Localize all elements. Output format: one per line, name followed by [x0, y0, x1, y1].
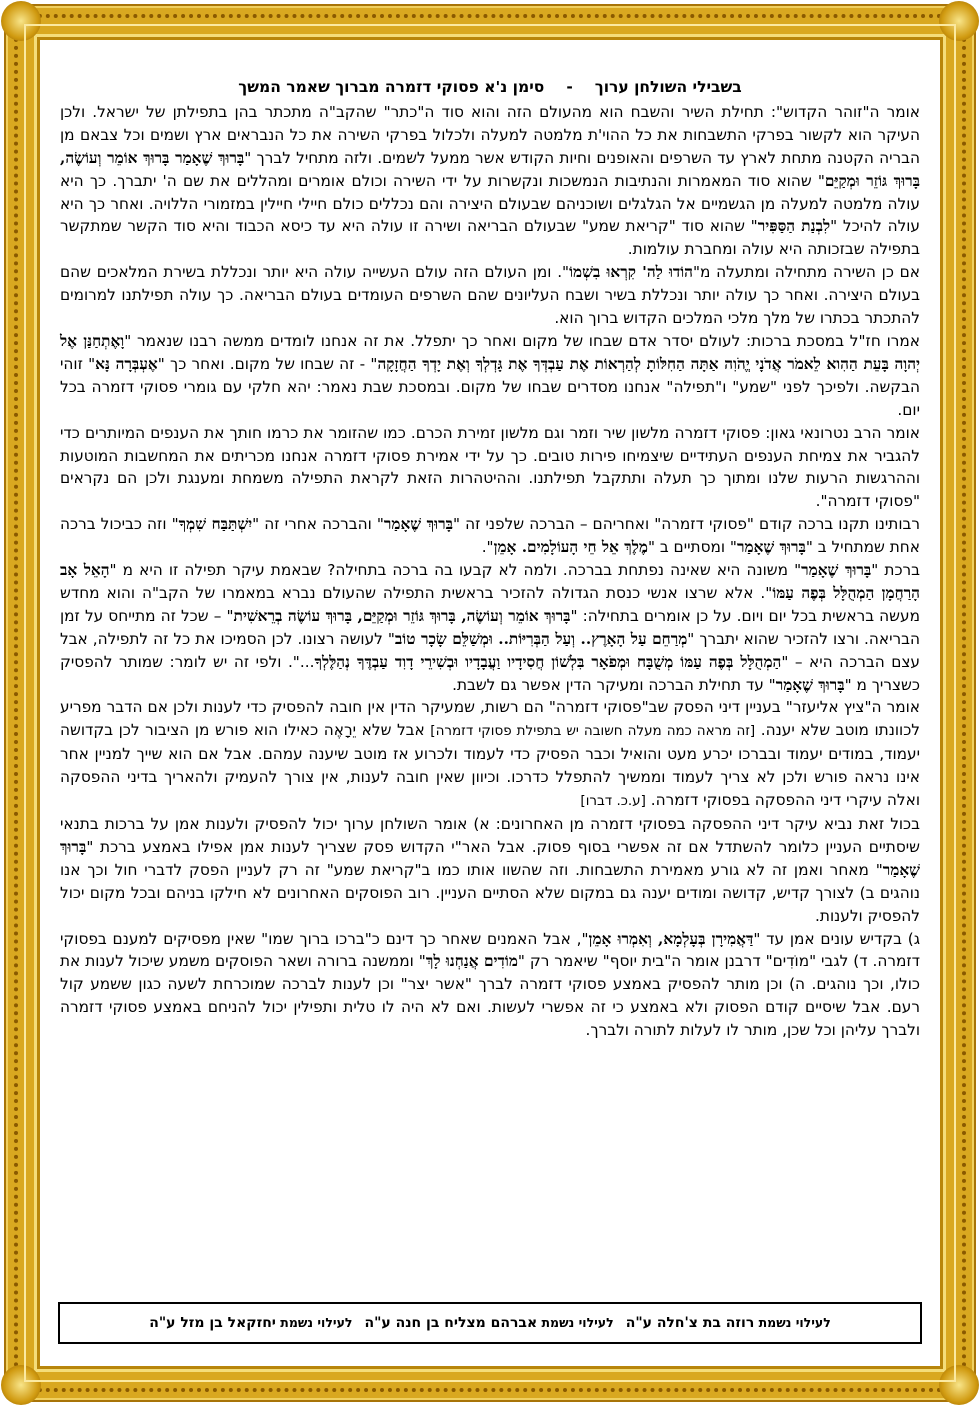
quoted-prayer-text: וָאֶתְחַנַּן אֶל יְהוָה בָּעֵת הַהִוא לֵאמֹר אֲדֹנָי יֱהֹוִה אַתָּה הַחִלּוֹתָ לְהַרְאוֹת אֶת עַבְדְּךָ אֶת גָּדְלְךָ וְאֶת יָדְךָ הַחֲזָקָה [60, 331, 921, 373]
paragraph [60, 101, 920, 261]
body-text: אבל שלא יֵרָאֶה כאילו הוא פורש מן הציבור לכן בקדושה יעמוד, במודים יעמוד ובברכו יכרע מעט והואיל וכבר הפסיק כדי לעמוד ולכרוע אז מוטב שיענה עמהם. אבל אם הוא שייך למניין אחר אינו נראה פורש ולכן לא צריך לעמוד וממשיך להתפלל כדרכו. וכיוון שאין חובה לענות, אין צורך להעמיק ולהאריך בדיני ההפסקה ואלה עיקרי דיני ההפסקה בפסוקי דזמרה. [60, 721, 920, 810]
paragraph [60, 696, 920, 813]
quoted-prayer-text: מְרַחֵם עַל הָאָרֶץ.. וְעַל הַבְּרִיּוֹת.. וּמְשַׁלֵּם שָׂכָר טוֹב [394, 629, 688, 648]
quoted-prayer-text: מוֹדִים אֲנַחְנוּ לָךְ [425, 952, 518, 971]
dedication-box [58, 1302, 922, 1344]
bracket-note: [זה מראה כמה מעלה חשובה יש בתפילת פסוקי דזמרה] [430, 723, 756, 740]
body-text: " מאחר ואמן זה לא גורע מאמירת התשבחות. וזה שהשוו אותו כמו ב"קריאת שמע" זה רק לעניין הפסק לדברי חול וכך אנו נוהגים ב) לצורך קדיש, קדושה ומודים יענה גם במקום שלא הסתיים העניין. רוב הפוסקים האחרונים לא חילקו בניהם ובכל מקום יכול להפסיק ולענות. [60, 860, 920, 925]
body-text: ". אלא שרצו אנשי כנסת הגדולה להזכיר בראשית התפילה שהעולם נברא במאמרו של הקב"ה והוא מחדש מעשה בראשית בכל יום ויום. על כן אומרים בתחילה: " [60, 583, 920, 625]
body-text: " לעושה רצונו. לכן הסמיכו את כל זה לתפילה, אבל עצם הברכה היא – " [60, 629, 920, 671]
paragraph [60, 513, 920, 559]
quoted-prayer-text: דַּאֲמִירָן בְּעָלְמָא, וְאִמְרוּ אָמֵן [588, 929, 754, 948]
body-text: " והברכה אחרי זה " [252, 515, 384, 534]
bracket-note: [ע.כ. דברו] [580, 793, 646, 810]
body-text: " - זה שבחו של מקום. ואחר כך " [157, 354, 378, 373]
section-title: סימן נ'א פסוקי דזמרה מברוך שאמר המשך [238, 78, 545, 96]
quoted-prayer-text: בָּרוּךְ שֶׁאָמַר [736, 538, 806, 557]
quoted-prayer-text: מֶלֶךְ אֵל חֵי הָעוֹלָמִים. אָמֵן [493, 538, 648, 557]
paragraphs-container [60, 101, 920, 1042]
quoted-prayer-text: בָּרוּךְ שֶׁאָמַר [60, 837, 920, 879]
document-body [60, 76, 920, 1042]
body-text: אומר ה"זוהר הקדוש": תחילת השיר והשבח הוא מהעולם הזה והוא סוד ה"כתר" שהקב"ה מתכתר בהן בתפילתן של ישראל. ולכן העיקר הוא לקשור בפרקי התשבחות את כל ההוי'ת מלמטה למעלה ולכלול בפרקי השירה את כל הנבראים ארץ ושמים וכל צבאם מן הבריה הקטנה מתחת לארץ עד השרפים והאופנים וחיות הקודש אשר ממעל לשמים. ולזה מתחיל לברך " [60, 102, 921, 167]
body-text: " ומסתיים ב " [647, 538, 737, 557]
quoted-prayer-text: יִשְׁתַּבַּח שִׁמְךָ [178, 515, 253, 534]
series-title: בשבילי השולחן ערוך [594, 78, 742, 96]
body-text: אמרו חז"ל במסכת ברכות: לעולם יסדר אדם שבחו של מקום ואחר כך יתפלל. את זה אנחנו לומדים ממשה רבנו שנאמר " [124, 331, 920, 350]
frame-corner-ornament [939, 1, 979, 41]
body-text: ברכת " [871, 561, 921, 580]
paragraph [60, 330, 920, 422]
quoted-prayer-text: הוֹדוּ לַה' קִרְאוּ בִשְׁמוֹ [569, 263, 693, 282]
body-text: " משונה היא שאינה נפתחת בברכה. ולמה לא קבעו בה ברכה בתחילה? שבאמת עיקר תפילה זו היא מ " [109, 561, 802, 580]
body-text: " וזה כביכול ברכה אחת שמתחיל ב " [60, 515, 920, 557]
body-text: אומר ה"ציץ אליעזר" בעניין דיני הפסק שב"פסוקי דזמרה" הם רשות, שמעיקר הדין אין חובה להפסיק כדי לענות ולכן אם הדבר מפריע לכוונתו מוטב שלא יענה. [60, 698, 920, 740]
body-text: " שהוא סוד המאמרות והנתיבות הנמשכות ונקשרות על ידי השירה וכולם אומרים ומהללים את שם ה' יתברך. כך היא עולה מלמטה למעלה מן הגשמיים אל הגלגלים ושוכניהם שבעולם היצירה והם נכללים כולם חיילי חיילין במזמורי הללויה. ואחר כך היא עולה להיכל " [60, 171, 921, 236]
page-title [60, 76, 920, 99]
title-separator: - [566, 78, 573, 96]
paragraph [60, 422, 920, 514]
paragraph [60, 928, 920, 1043]
quoted-prayer-text: הַמְהֻלָּל בְּפֶה עַמּוֹ מְשֻׁבָּח וּמְפֹאָר בִּלְשׁוֹן חֲסִידָיו וַעֲבָדָיו וּבְשִׁירֵי דָוִד עַבְדֶּךָ נְהַלֶּלְךָ [314, 652, 782, 671]
quoted-prayer-text: אֶעְבְּרָה נָּא [95, 354, 158, 373]
frame-corner-ornament [939, 1365, 979, 1405]
body-text: אם כן השירה מתחילה ומתעלה מ" [692, 263, 921, 282]
quoted-prayer-text: לִבְנַת הַסַּפִּיר [757, 217, 831, 236]
body-text: ...". ולפי זה יש לומר: שמותר להפסיק כשצריך מ " [60, 652, 920, 694]
body-text: אומר הרב נטרונאי גאון: פסוקי דזמרה מלשון שיר וזמר וגם מלשון זמירת הכרם. כמו שהזומר את כרמו חותך את הענפים המיותרים כדי להגביר את צמיחת הענפים העתידיים שיצמיחו פירות טובים. כך על ידי אמירת פסוקי דזמרה אנחנו מכריתים את המחשבות המוטעות וההרגשות הרעות שלנו ומתוך כך תעלה ותתקבל תפילתנו. וההיטהרות הזאת לקראת התפילה משמחת ומענגת ולכן הם נקראים "פסוקי דזמרה". [60, 423, 920, 511]
quoted-prayer-text: בָּרוּךְ שֶׁאָמַר [801, 561, 872, 580]
quoted-prayer-text: בָּרוּךְ שֶׁאָמַר [383, 515, 453, 534]
body-text: ", אבל האמנים שאחר כך דינם כ"ברכו ברוך שמו" שאין מפסיקים למענם בפסוקי דזמרה. ד) לגבי "מוֹדִים" דרבנן אומר ה"בית יוסף" שיאמר רק " [60, 929, 921, 971]
dedication-2: לעילוי נשמת אברהם מצליח בן חנה ע"ה [364, 1315, 614, 1331]
paragraph [60, 261, 920, 330]
frame-corner-ornament [1, 1, 41, 41]
dedication-1: לעילוי נשמת רוזה בת צ'חלה ע"ה [625, 1315, 831, 1331]
body-text: " עד תחילת הברכה ומעיקר הדין אפשר גם לשבת. [452, 675, 776, 694]
paragraph [60, 813, 920, 928]
body-text: בכול זאת נביא עיקר דיני ההפסקה בפסוקי דזמרה מן האחרונים: א) אומר השולחן ערוך יכול להפסיק ולענות אמן על ברכות בתנאי שיסתיים העניין כלומר להשתדל אם זה אפשרי בסוף פסוק. אבל האר"י הקדוש פסק שצריך לענות אמן אפילו באמצע ברכת " [60, 815, 920, 856]
body-text: " זוהי הבקשה. ולפיכך לפני "שמע" ו"תפילה" אנחנו מסדרים שבחו של מקום. ובמסכת שבת נאמר: יהא חלקי עם גומרי פסוקי דזמרה בכל יום. [60, 354, 920, 419]
body-text: " שהוא סוד "קריאת שמע" שבעולם הבריאה ושירה זו עולה היא עד כיסא הכבוד והיא סוד הקשר שמתקשר בתפילה שבזכותה היא עולה ומחברת עולמות. [60, 217, 920, 259]
body-text: ". [481, 538, 494, 557]
dedication-3: לעילוי נשמת יחזקאל בן מזל ע"ה [149, 1315, 353, 1331]
paragraph [60, 559, 920, 696]
body-text: " וממשנה ברורה ושאר הפוסקים משמע שיכול לענות את כולו, וכך נוהגים. ה) וכן מותר להפסיק באמצע פסוקי דזמרה לברך "אשר יצר" וכן לענות לברכה שמוכרחת לשעה כגון ששמע קול רעם. אבל שיסיים קודם הפסוק ולא באמצע כי זה אפשרי לעשות. ואם לא היה לו טלית ותפילין יכול להניחם באמצע פסוקי דזמרה ולברך עליהן וכל שכן, מותר לו לעלות לתורה ולברך. [60, 952, 920, 1040]
frame-corner-ornament [1, 1365, 41, 1405]
body-text: ג) בקדיש עונים אמן עד " [753, 929, 920, 948]
body-text: ". ומן העולם הזה עולם העשייה עולה היא יותר ונכללת בשירת המלאכים שהם בעולם היצירה. ואחר כך עולה יותר ונכללת בשיר ושבח העליונים שהם השרפים העומדים בעולם הבריאה. כך עולה תפילתנו למרומים להתכתר בכתרו של מלך מלכי המלכים הקדוש ברוך הוא. [60, 263, 920, 328]
quoted-prayer-text: הָאֵל אָב הָרַחֲמָן הַמְהֻלָּל בְּפֶה עַמּוֹ [60, 561, 920, 602]
quoted-prayer-text: בָּרוּךְ שֶׁאָמַר בָּרוּךְ אוֹמֵר וְעוֹשֶׂה, בָּרוּךְ גּוֹזֵר וּמְקַיֵּם [60, 148, 920, 190]
quoted-prayer-text: בָּרוּךְ שֶׁאָמַר [775, 675, 845, 694]
quoted-prayer-text: בָּרוּךְ אוֹמֵר וְעוֹשֶׂה, בָּרוּךְ גּוֹזֵר וּמְקַיֵּם, בָּרוּךְ עוֹשֶׂה בְרֵאשִׁית [233, 606, 571, 625]
body-text: רבותינו תקנו ברכה קודם "פסוקי דזמרה" ואחריהם – הברכה שלפני זה " [452, 515, 920, 534]
body-text: " – שכל זה מתייחס על זמן הבריאה. ורצו להזכיר שהוא יתברך " [60, 606, 920, 648]
